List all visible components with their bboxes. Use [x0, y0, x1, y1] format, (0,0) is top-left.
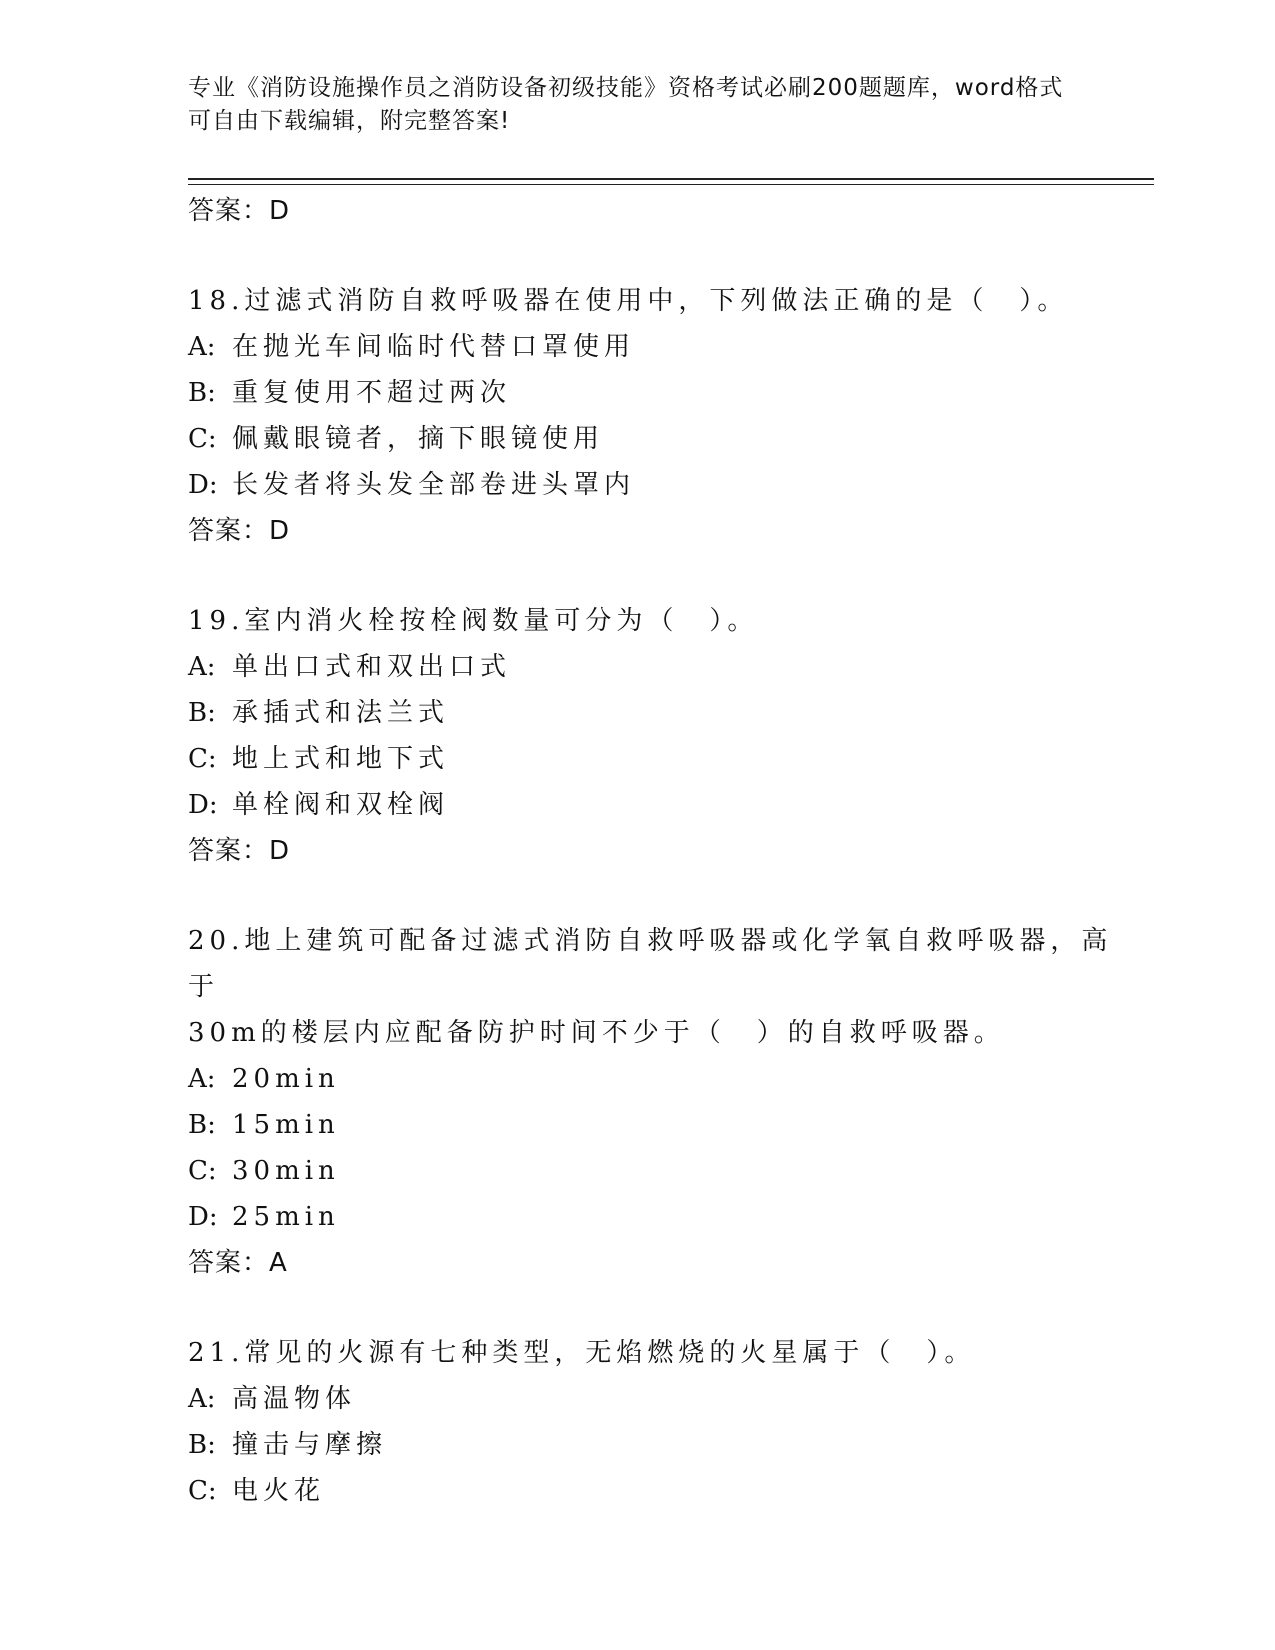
- option-a: [188, 324, 1138, 370]
- option-a: [188, 644, 1138, 690]
- option-c: [188, 736, 1138, 782]
- option-text: 承插式和法兰式: [232, 698, 450, 728]
- header-divider-thick: [188, 178, 1154, 180]
- option-text: 单栓阀和双栓阀: [232, 790, 450, 820]
- question-18: [188, 278, 1138, 554]
- option-key: B:: [188, 378, 216, 408]
- option-key: D:: [188, 470, 218, 500]
- option-key: B:: [188, 1110, 216, 1140]
- option-c: [188, 416, 1138, 462]
- option-key: A:: [188, 1384, 216, 1414]
- answer-line: 答案：A: [188, 1248, 288, 1278]
- header-divider-thin: [188, 184, 1154, 185]
- option-b: [188, 690, 1138, 736]
- option-text: 单出口式和双出口式: [232, 652, 512, 682]
- option-key: A:: [188, 652, 216, 682]
- option-b: [188, 370, 1138, 416]
- option-a: [188, 1376, 1138, 1422]
- option-key: D:: [188, 1202, 218, 1232]
- question-stem-line-1: 20.地上建筑可配备过滤式消防自救呼吸器或化学氧自救呼吸器，高于: [188, 926, 1113, 1002]
- option-key: C:: [188, 744, 217, 774]
- question-stem: 21.常见的火源有七种类型，无焰燃烧的火星属于（ ）。: [188, 1338, 976, 1368]
- option-c: [188, 1148, 1138, 1194]
- option-c: [188, 1468, 1138, 1514]
- page-header-title: 专业《消防设施操作员之消防设备初级技能》资格考试必刷200题题库，word格式可自由下载编辑，附完整答案!: [188, 75, 1064, 134]
- option-key: B:: [188, 1430, 216, 1460]
- option-text: 长发者将头发全部卷进头罩内: [232, 470, 636, 500]
- option-key: C:: [188, 424, 217, 454]
- option-d: [188, 462, 1138, 508]
- option-key: C:: [188, 1156, 217, 1186]
- option-text: 15min: [232, 1110, 340, 1140]
- question-stem: 18.过滤式消防自救呼吸器在使用中，下列做法正确的是（ ）。: [188, 286, 1069, 316]
- option-key: D:: [188, 790, 218, 820]
- option-text: 高温物体: [232, 1384, 357, 1414]
- option-key: C:: [188, 1476, 217, 1506]
- question-20: [188, 918, 1138, 1286]
- answer-line: 答案：D: [188, 196, 291, 226]
- option-text: 佩戴眼镜者，摘下眼镜使用: [232, 424, 605, 454]
- option-text: 电火花: [232, 1476, 326, 1506]
- option-b: [188, 1102, 1138, 1148]
- option-text: 地上式和地下式: [232, 744, 450, 774]
- answer-line: 答案：D: [188, 516, 291, 546]
- question-stem-line-2: 30m的楼层内应配备防护时间不少于（ ）的自救呼吸器。: [188, 1018, 1005, 1048]
- option-text: 30min: [232, 1156, 340, 1186]
- question-19: [188, 598, 1138, 874]
- option-d: [188, 1194, 1138, 1240]
- option-key: B:: [188, 698, 216, 728]
- question-content: [188, 188, 1138, 1514]
- question-21: [188, 1330, 1138, 1514]
- answer-line: 答案：D: [188, 836, 291, 866]
- option-text: 在抛光车间临时代替口罩使用: [232, 332, 636, 362]
- option-key: A:: [188, 332, 216, 362]
- option-text: 20min: [232, 1064, 340, 1094]
- option-key: A:: [188, 1064, 216, 1094]
- option-d: [188, 782, 1138, 828]
- question-stem: 19.室内消火栓按栓阀数量可分为（ ）。: [188, 606, 759, 636]
- option-text: 重复使用不超过两次: [232, 378, 512, 408]
- option-text: 25min: [232, 1202, 340, 1232]
- option-a: [188, 1056, 1138, 1102]
- option-text: 撞击与摩擦: [232, 1430, 388, 1460]
- option-b: [188, 1422, 1138, 1468]
